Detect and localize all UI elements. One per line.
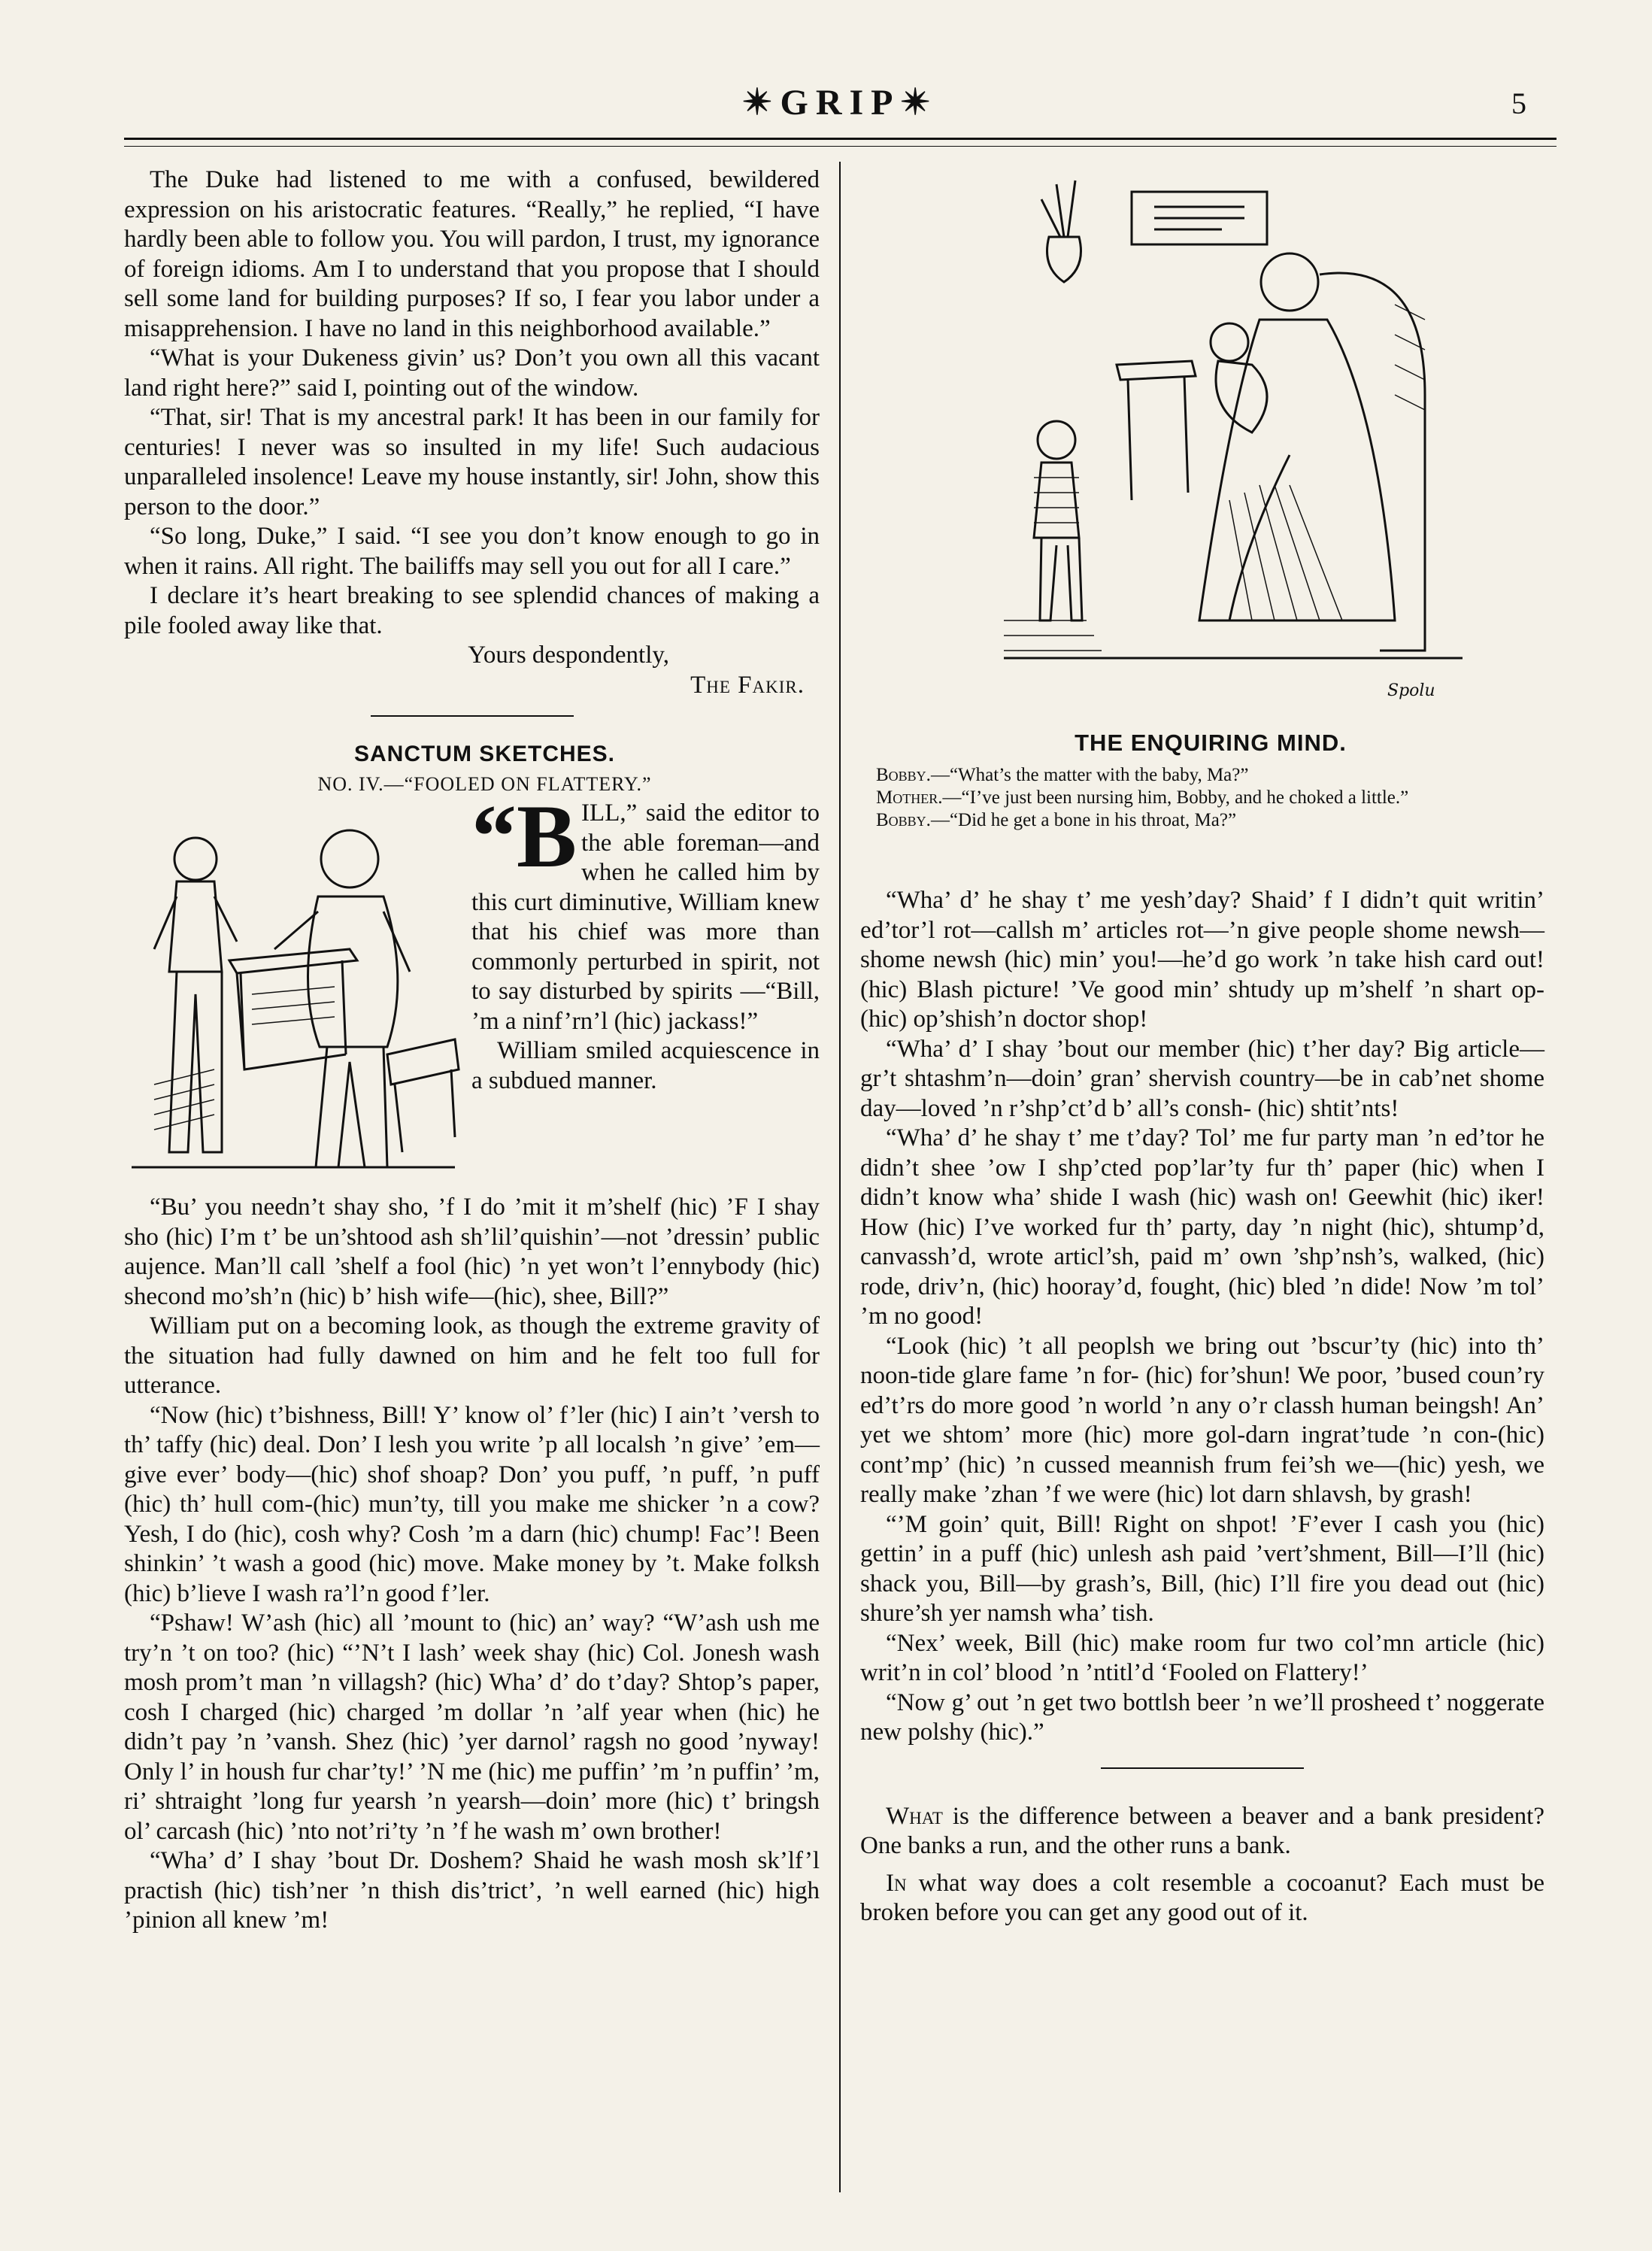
section-heading: SANCTUM SKETCHES. bbox=[353, 742, 615, 766]
monologue-paragraph: “Look (hic) ’t all peoplsh we bring out ’bscur’ty (hic) into th’ noon-tide glare fame ’n for- (hic) for’shun! We poor, ’bused coun’ry ed’t’rs do more good ’n world ’n any o’r classh human beingsh! An’ yet we shtom’ more (hic) more gol-darn ingrat’tude ’n con-(hic) cont’mp’ (hic) ’n cussed meannish frum fei’sh we—(hic) yesh, we really make ’zhan ’f we were (hic) lot darn shlavsh, by grash! bbox=[860, 1332, 1544, 1508]
fakir-paragraph: “So long, Duke,” I said. “I see you don’t know enough to go in when it rains. All right. The bailiffs may sell you out for all I care.” bbox=[124, 523, 820, 580]
joke-text: what way does a colt resemble a cocoanut? Each must be broken before you can get any good out of it. bbox=[860, 1869, 1545, 1926]
sanctum-paragraph: William put on a becoming look, as though the extreme gravity of the situation had fully dawned on him and he felt too full for utterance. bbox=[124, 1312, 820, 1399]
joke-paragraph bbox=[860, 1802, 1544, 1861]
monologue-paragraph: “Now g’ out ’n get two bottlsh beer ’n we’ll prosheed t’ noggerate new polshy (hic).” bbox=[860, 1688, 1544, 1746]
speaker-name: Bobby. bbox=[876, 765, 931, 785]
speaker-name: Mother. bbox=[876, 787, 943, 808]
enquiring-mind-cartoon bbox=[1004, 169, 1463, 730]
sanctum-paragraph: “Wha’ d’ I shay ’bout Dr. Doshem? Shaid he wash mosh sk’lf’l practish (hic) tish’ner ’n thish dis’trict’, ’n well earned (hic) high ’pinion all knew ’m! bbox=[124, 1847, 820, 1934]
dialogue-text: —“Did he get a bone in his throat, Ma?” bbox=[930, 810, 1237, 830]
cartoon-caption bbox=[876, 730, 1545, 832]
monologue-paragraph: “Wha’ d’ he shay t’ me t’day? Tol’ me fur party man ’n ed’tor he didn’t shee ’ow I shp’cted pop’lar’ty fur th’ paper (hic) when I didn’t know wha’ shide I wash (hic) wash on! Geewhit (hic) iker! How (hic) I’ve worked fur th’ party, day ’n night (hic), shtump’d, canvassh’d, wrote articl’sh, paid m’ own ’shp’nsh’s, walked, (hic) rode, driv’n, (hic) hooray’d, fought, (hic) bled ’n dide! Now ’m tol’ ’m no good! bbox=[860, 1124, 1544, 1330]
artist-signature: Spolu bbox=[1387, 681, 1435, 700]
speaker-name: Bobby. bbox=[876, 810, 931, 830]
monologue-paragraph: “Nex’ week, Bill (hic) make room fur two col’mn article (hic) writ’n in col’ blood ’n ’ntitl’d ‘Fooled on Flattery!’ bbox=[860, 1629, 1544, 1686]
sanctum-paragraph: “Pshaw! W’ash (hic) all ’mount to (hic) an’ way? “W’ash ush me try’n ’t on too? (hic) “’N’t I lash’ week shay (hic) Col. Jonesh wash mosh prom’t man ’n villagsh? (hic) Wha’ d’ do t’day? Shtop’s paper, cosh I charged (hic) charged ’m dollar ’n ’alf year when (hic) he didn’t pay ’n ’vansh. Shez (hic) ’yer darnol’ ragsh no good ’nyway! Only l’ in housh fur char’ty!’ ’N me (hic) me puffin’ ’m ’n puffin’ ’m, ri’ shtraight ’long fur yearsh ’n yearsh—doin’ more (hic) t’ bringsh ol’ carcash (hic) ’nto not’ri’ty ’n ’f he wash m’ own brother! bbox=[124, 1609, 820, 1845]
monologue-paragraph: “’M goin’ quit, Bill! Right on shpot! ’F’ever I cash you (hic) gettin’ in a puff (hic) unlesh ash paid ’vert’shment, Bill—I’ll (hic) shack you, Bill—by grash’s, Bill, (hic) I’ll fire you dead out (hic) shure’sh yer namsh wha’ tish. bbox=[860, 1510, 1544, 1627]
publication-title: ✴GRIP✴ bbox=[742, 83, 938, 123]
left-column bbox=[124, 165, 820, 1936]
signature: The Fakir. bbox=[690, 671, 805, 699]
cartoon-title: THE ENQUIRING MIND. bbox=[1075, 730, 1347, 756]
dialogue-line bbox=[876, 809, 1545, 832]
drop-cap: “B bbox=[471, 786, 577, 886]
joke-lead: In bbox=[886, 1869, 907, 1897]
fakir-paragraph: The Duke had listened to me with a confused, bewildered expression on his aristocratic features. “Really,” he replied, “I have hardly been able to follow you. You will pardon, I trust, my ignorance of foreign idioms. Am I to understand that you propose that I should sell some land for building purposes? If so, I fear you labor under a misapprehension. I have no land in this neighborhood available.” bbox=[124, 166, 820, 342]
fakir-paragraph: I declare it’s heart breaking to see splendid chances of making a pile fooled away like that. bbox=[124, 582, 820, 639]
sanctum-paragraph: William smiled acquiescence in a subdued manner. bbox=[471, 1037, 820, 1094]
closing-line: Yours despondently, bbox=[468, 642, 669, 669]
monologue-paragraph: “Wha’ d’ I shay ’bout our member (hic) t’her day? Big article—gr’t shtashm’n—doin’ gran’ shervish country—be in cab’net shome day—loved ’n r’shp’ct’d b’ all’s consh- (hic) shtit’nts! bbox=[860, 1035, 1544, 1122]
sanctum-intro: ILL,” said the editor to the able foreman—and when he called him by this curt diminutive, William knew that his chief was more than commonly perturbed in spirit, not to say disturbed by spirits —“Bill, ’m a ninf’rn’l (hic) jackass!” bbox=[471, 799, 820, 1035]
masthead bbox=[124, 81, 1557, 126]
section-divider bbox=[1101, 1767, 1304, 1769]
dialogue-line bbox=[876, 787, 1545, 809]
monologue-paragraph: “Wha’ d’ he shay t’ me yesh’day? Shaid’ f I didn’t quit writin’ ed’tor’l rot—callsh m’ articles rot—’n give people shome newsh—shome newsh (hic) min’ you!—he’d go work ’n take hish card out! (hic) Blash picture! ’Ve good min’ shtudy up m’shelf ’n shart op- (hic) op’shish’n doctor shop! bbox=[860, 887, 1544, 1033]
section-subheading: NO. IV.—“FOOLED ON FLATTERY.” bbox=[317, 772, 652, 795]
page-number: 5 bbox=[1511, 86, 1526, 120]
sanctum-paragraph: “Bu’ you needn’t shay sho, ’f I do ’mit it m’shelf (hic) ’F I shay sho (hic) I’m t’ be un’shtood ash sh’lil’quishin’—not ’dressin’ public aujence. Man’ll call ’shelf a fool (hic) ’n yet won’t l’ennybody (hic) shecond mo’sh’n (hic) b’ hish wife—(hic), shee, Bill?” bbox=[124, 1194, 820, 1310]
dialogue-text: —“I’ve just been nursing him, Bobby, and he choked a little.” bbox=[942, 787, 1409, 808]
sanctum-paragraph: “Now (hic) t’bishness, Bill! Y’ know ol’ f’ler (hic) I ain’t ’versh to th’ taffy (hic) deal. Don’ I lesh you write ’p all localsh ’n give’ ’em—give ever’ body—(hic) shof shoap? Don’ you puff, ’n puff, ’n puff (hic) th’ hull com-(hic) mun’ty, till you make me shicker ’n a cow? Yesh, I do (hic), cosh why? Cosh ’m a darn (hic) chump! Fac’! Been shinkin’ ’t wash a good (hic) move. Make money by ’t. Make folksh (hic) b’lieve I wash ra’l’n good f’ler. bbox=[124, 1401, 820, 1607]
fakir-paragraph: “That, sir! That is my ancestral park! It has been in our family for centuries! I never was so insulted in my life! Such audacious unparalleled insolence! Leave my house instantly, sir! John, show this person to the door.” bbox=[124, 404, 820, 520]
joke-paragraph bbox=[860, 1869, 1544, 1928]
section-divider bbox=[371, 715, 574, 717]
editor-foreman-illustration bbox=[124, 799, 462, 1190]
right-column bbox=[860, 886, 1544, 1928]
joke-text: is the difference between a beaver and a bank president? One banks a run, and the other runs a bank. bbox=[860, 1802, 1544, 1859]
header-rule-thin bbox=[124, 146, 1557, 147]
fakir-paragraph: “What is your Dukeness givin’ us? Don’t you own all this vacant land right here?” said I, pointing out of the window. bbox=[124, 344, 820, 402]
header-rule-thick bbox=[124, 138, 1557, 140]
joke-lead: What bbox=[886, 1802, 943, 1830]
dialogue-line bbox=[876, 764, 1545, 787]
column-divider bbox=[839, 162, 841, 2192]
dialogue-text: —“What’s the matter with the baby, Ma?” bbox=[930, 765, 1249, 785]
